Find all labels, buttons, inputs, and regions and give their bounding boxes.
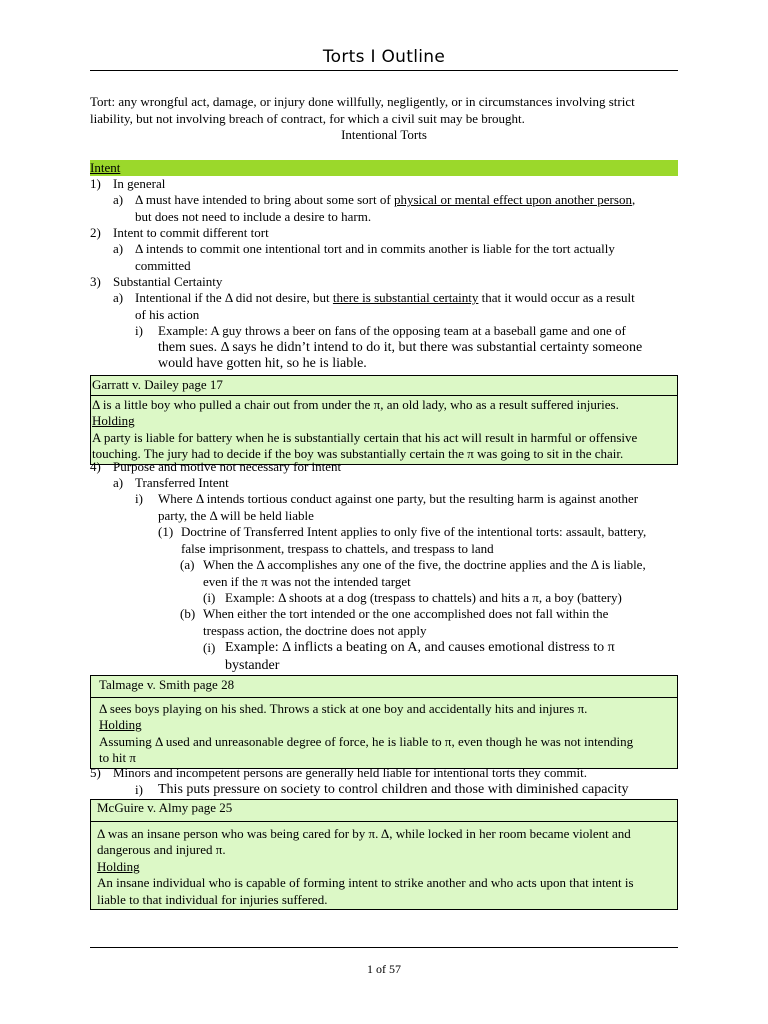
outline-item: a) Δ must have intended to bring about some sort of physical or mental effect upon another person, but does not need to include a desire to harm. xyxy=(113,192,636,224)
case-facts: dangerous and injured π. xyxy=(97,842,226,857)
case-facts: Δ is a little boy who pulled a chair out from under the π, an old lady, who as a result suffered injuries. xyxy=(92,396,619,412)
case-holding: to hit π xyxy=(99,750,136,765)
case-box-garratt xyxy=(90,375,678,465)
outline-item: i) Where Δ intends tortious conduct against one party, but the resulting harm is against another party, the Δ will be held liable xyxy=(135,491,639,523)
holding-label: Holding xyxy=(99,717,142,732)
case-holding: A party is liable for battery when he is substantially certain that his act will result in harmful or offensive xyxy=(92,429,638,445)
outline-item: a) Δ intends to commit one intentional tort and in commits another is liable for the tort actually committed xyxy=(113,241,615,273)
outline-item: (a) When the Δ accomplishes any one of the five, the doctrine applies and the Δ is liable, even if the π was not the intended target xyxy=(180,557,646,589)
intro-line: liability, but not involving breach of contract, for which a civil suit may be brought. xyxy=(90,110,525,126)
case-title: McGuire v. Almy page 25 xyxy=(97,800,233,815)
outline-item: (i) Example: Δ inflicts a beating on A, and causes emotional distress to π bystander xyxy=(203,640,615,673)
case-box-talmage xyxy=(90,675,678,769)
outline-item: (b) When either the tort intended or the one accomplished does not fall within the trespass action, the doctrine does not apply xyxy=(180,606,609,638)
outline-item: a) Intentional if the Δ did not desire, but there is substantial certainty that it would occur as a result of his action xyxy=(113,290,635,322)
holding-label: Holding xyxy=(97,858,140,874)
document-title: Torts I Outline xyxy=(322,47,446,67)
holding-label: Holding xyxy=(92,413,135,428)
outline-item: (1) Doctrine of Transferred Intent applies to only five of the intentional torts: assault, battery, false imprisonment, trespass to chattels, and trespass to land xyxy=(158,524,647,556)
case-holding: liable to that individual for injuries suffered. xyxy=(97,891,328,907)
intent-heading-bar xyxy=(90,160,678,176)
section-heading: Intentional Torts xyxy=(341,127,427,142)
outline-item: (i) Example: Δ shoots at a dog (trespass to chattels) and hits a π, a boy (battery) xyxy=(203,590,622,605)
outline-item: i) Example: A guy throws a beer on fans of the opposing team at a baseball game and one of them sues. Δ says he didn’t intend to do it, but there was substantial certainty someone would have gotten hit, so he is liable. xyxy=(135,323,643,371)
case-box-mcguire xyxy=(90,799,678,910)
case-holding: Assuming Δ used and unreasonable degree of force, he is liable to π, even though he was not intending xyxy=(99,733,634,749)
intro-paragraph xyxy=(90,94,678,144)
case-facts: Δ sees boys playing on his shed. Throws a stick at one boy and accidentally hits and injures π. xyxy=(99,700,588,716)
outline-item: i) This puts pressure on society to control children and those with diminished capacity xyxy=(135,782,629,797)
intro-line: Tort: any wrongful act, damage, or injury done willfully, negligently, or in circumstances involving strict xyxy=(90,94,635,109)
case-title: Talmage v. Smith page 28 xyxy=(99,677,235,692)
page-number: 1 of 57 xyxy=(367,962,401,976)
title-rule xyxy=(90,70,678,71)
case-holding: touching. The jury had to decide if the boy was substantially certain the π was going to sit in the chair. xyxy=(92,446,624,461)
footer-rule xyxy=(90,947,678,948)
case-facts: Δ was an insane person who was being cared for by π. Δ, while locked in her room became violent and xyxy=(97,825,631,841)
case-title: Garratt v. Dailey page 17 xyxy=(92,377,223,392)
case-holding: An insane individual who is capable of forming intent to strike another and who acts upon that intent is xyxy=(97,875,634,890)
intent-heading: Intent xyxy=(90,160,121,175)
